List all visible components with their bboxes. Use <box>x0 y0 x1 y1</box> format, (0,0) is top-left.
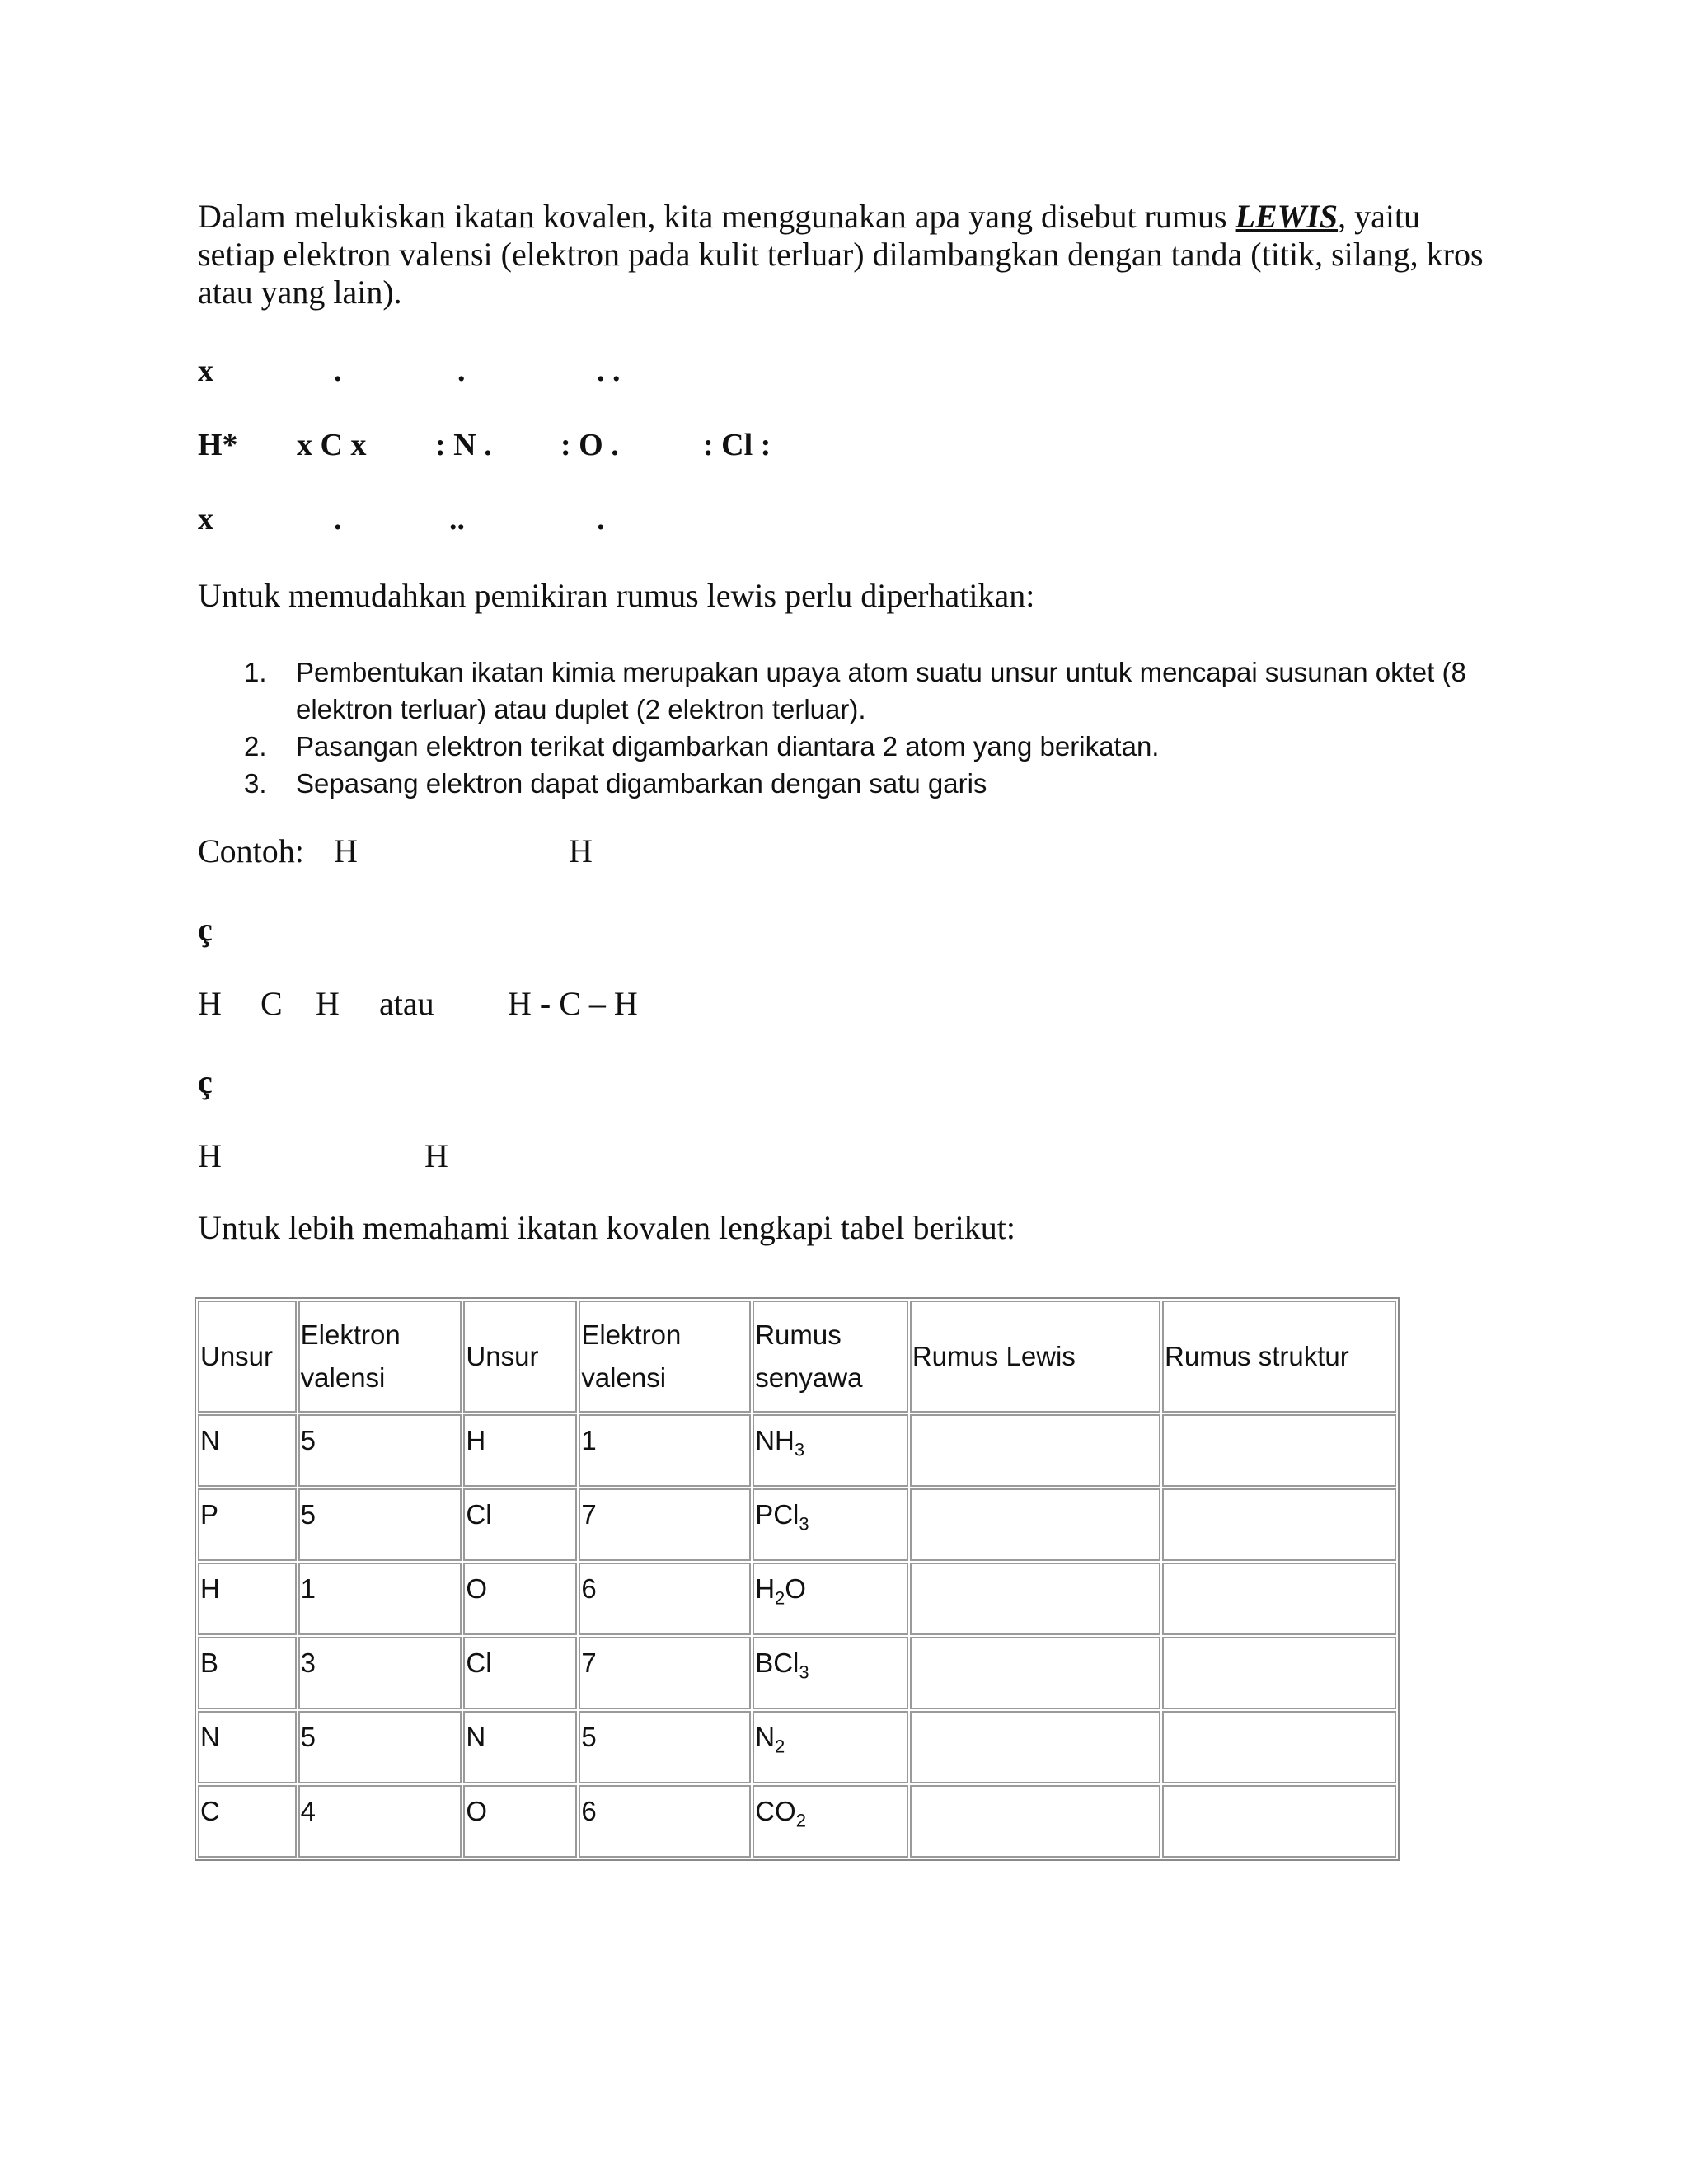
cell-valensi-2: 1 <box>579 1414 751 1487</box>
lewis-bottom-o: . <box>597 502 605 537</box>
table-row <box>198 1488 1396 1561</box>
cell-unsur-2: Cl <box>463 1637 577 1709</box>
cell-valensi-2: 6 <box>579 1563 751 1635</box>
cell-rumus-lewis[interactable] <box>910 1785 1160 1858</box>
lewis-top-c: . <box>334 354 342 388</box>
cell-unsur-1: P <box>198 1488 297 1561</box>
lewis-top-h: x <box>198 354 213 388</box>
example-bottom-left-h: H <box>198 1137 222 1174</box>
cell-valensi-1: 4 <box>298 1785 462 1858</box>
table-intro: Untuk lebih memahami ikatan kovalen lengkapi tabel berikut: <box>198 1209 1015 1246</box>
cell-formula: PCl$_3$ <box>753 1488 908 1561</box>
cell-unsur-1: B <box>198 1637 297 1709</box>
rule-number: 2. <box>244 731 267 762</box>
cell-unsur-1: N <box>198 1414 297 1487</box>
cell-unsur-1: N <box>198 1711 297 1783</box>
example-cedilla-bottom: ç <box>198 1063 213 1100</box>
rule-number: 1. <box>244 657 267 687</box>
lewis-h: H* <box>198 428 238 462</box>
rule-text: Pembentukan ikatan kimia merupakan upaya atom suatu unsur untuk mencapai susunan oktet (8 elektron terluar) atau duplet (2 elektron terluar). <box>296 657 1466 724</box>
lewis-bottom-h: x <box>198 502 213 537</box>
cell-unsur-1: C <box>198 1785 297 1858</box>
rule-text: Pasangan elektron terikat digambarkan diantara 2 atom yang berikatan. <box>296 731 1160 762</box>
cell-valensi-1: 3 <box>298 1637 462 1709</box>
example-c: C <box>260 985 283 1022</box>
cell-rumus-struktur[interactable] <box>1162 1563 1396 1635</box>
cell-formula: $CO_2$ <box>753 1785 908 1858</box>
cell-rumus-lewis[interactable] <box>910 1488 1160 1561</box>
cell-rumus-struktur[interactable] <box>1162 1711 1396 1783</box>
lewis-cl: : Cl : <box>703 428 771 462</box>
lewis-c: x C x <box>297 428 367 462</box>
cell-formula: $NH_3$ <box>753 1414 908 1487</box>
intro-text-after: , yaitu setiap elektron valensi (elektron pada kulit terluar) dilambangkan dengan tanda (titik, silang, kros atau yang lain). <box>198 198 1484 311</box>
rules-list <box>198 654 1484 802</box>
table-header-row <box>198 1301 1396 1413</box>
cell-valensi-1: 5 <box>298 1711 462 1783</box>
example-top-right-h: H <box>569 832 593 869</box>
cell-rumus-lewis[interactable] <box>910 1563 1160 1635</box>
cell-valensi-2: 7 <box>579 1637 751 1709</box>
header-cell: Elektron valensi <box>298 1301 462 1413</box>
table-row <box>198 1563 1396 1635</box>
rule-text: Sepasang elektron dapat digambarkan dengan satu garis <box>296 768 987 799</box>
cell-formula: $N_2$ <box>753 1711 908 1783</box>
lewis-o: : O . <box>560 428 619 462</box>
cell-rumus-lewis[interactable] <box>910 1637 1160 1709</box>
table-row <box>198 1785 1396 1858</box>
cell-formula: BCl$_3$ <box>753 1637 908 1709</box>
header-cell: Elektron valensi <box>579 1301 751 1413</box>
cell-unsur-2: O <box>463 1563 577 1635</box>
intro-text-before: Dalam melukiskan ikatan kovalen, kita menggunakan apa yang disebut rumus <box>198 198 1236 235</box>
cell-rumus-struktur[interactable] <box>1162 1488 1396 1561</box>
cell-valensi-1: 5 <box>298 1414 462 1487</box>
cell-rumus-lewis[interactable] <box>910 1414 1160 1487</box>
rule-item <box>198 654 1484 728</box>
cell-formula: $H_2O$ <box>753 1563 908 1635</box>
header-cell: Unsur <box>198 1301 297 1413</box>
lewis-term: LEWIS <box>1235 198 1339 235</box>
covalent-table <box>195 1297 1400 1861</box>
cell-valensi-2: 5 <box>579 1711 751 1783</box>
table-body <box>198 1414 1396 1858</box>
cell-rumus-struktur[interactable] <box>1162 1785 1396 1858</box>
example-h-left: H <box>198 985 222 1022</box>
example-structural: H - C – H <box>508 985 638 1022</box>
table-row <box>198 1637 1396 1709</box>
cell-rumus-struktur[interactable] <box>1162 1414 1396 1487</box>
cell-unsur-2: H <box>463 1414 577 1487</box>
table-row <box>198 1414 1396 1487</box>
example-h-right: H <box>316 985 340 1022</box>
rule-item <box>198 765 1484 802</box>
rule-number: 3. <box>244 768 267 799</box>
lewis-bottom-n: .. <box>449 502 465 537</box>
cell-unsur-2: Cl <box>463 1488 577 1561</box>
cell-valensi-2: 6 <box>579 1785 751 1858</box>
example-or: atau <box>379 985 434 1022</box>
intro-paragraph <box>198 198 1492 312</box>
example-cedilla-top: ç <box>198 911 213 948</box>
cell-rumus-struktur[interactable] <box>1162 1637 1396 1709</box>
example-label: Contoh: <box>198 832 304 869</box>
cell-valensi-1: 1 <box>298 1563 462 1635</box>
cell-unsur-2: O <box>463 1785 577 1858</box>
rule-item <box>198 728 1484 765</box>
cell-valensi-1: 5 <box>298 1488 462 1561</box>
lewis-top-o: . . <box>597 354 621 388</box>
header-cell: Rumus struktur <box>1162 1301 1396 1413</box>
lewis-n: : N . <box>435 428 492 462</box>
header-cell: Rumus Lewis <box>910 1301 1160 1413</box>
cell-valensi-2: 7 <box>579 1488 751 1561</box>
cell-rumus-lewis[interactable] <box>910 1711 1160 1783</box>
rules-intro: Untuk memudahkan pemikiran rumus lewis perlu diperhatikan: <box>198 577 1035 614</box>
example-bottom-right-h: H <box>424 1137 448 1174</box>
table-row <box>198 1711 1396 1783</box>
lewis-top-n: . <box>457 354 466 388</box>
header-cell: Rumus senyawa <box>753 1301 908 1413</box>
header-cell: Unsur <box>463 1301 577 1413</box>
cell-unsur-2: N <box>463 1711 577 1783</box>
cell-unsur-1: H <box>198 1563 297 1635</box>
lewis-bottom-c: . <box>334 502 342 537</box>
example-top-left-h: H <box>334 832 358 869</box>
